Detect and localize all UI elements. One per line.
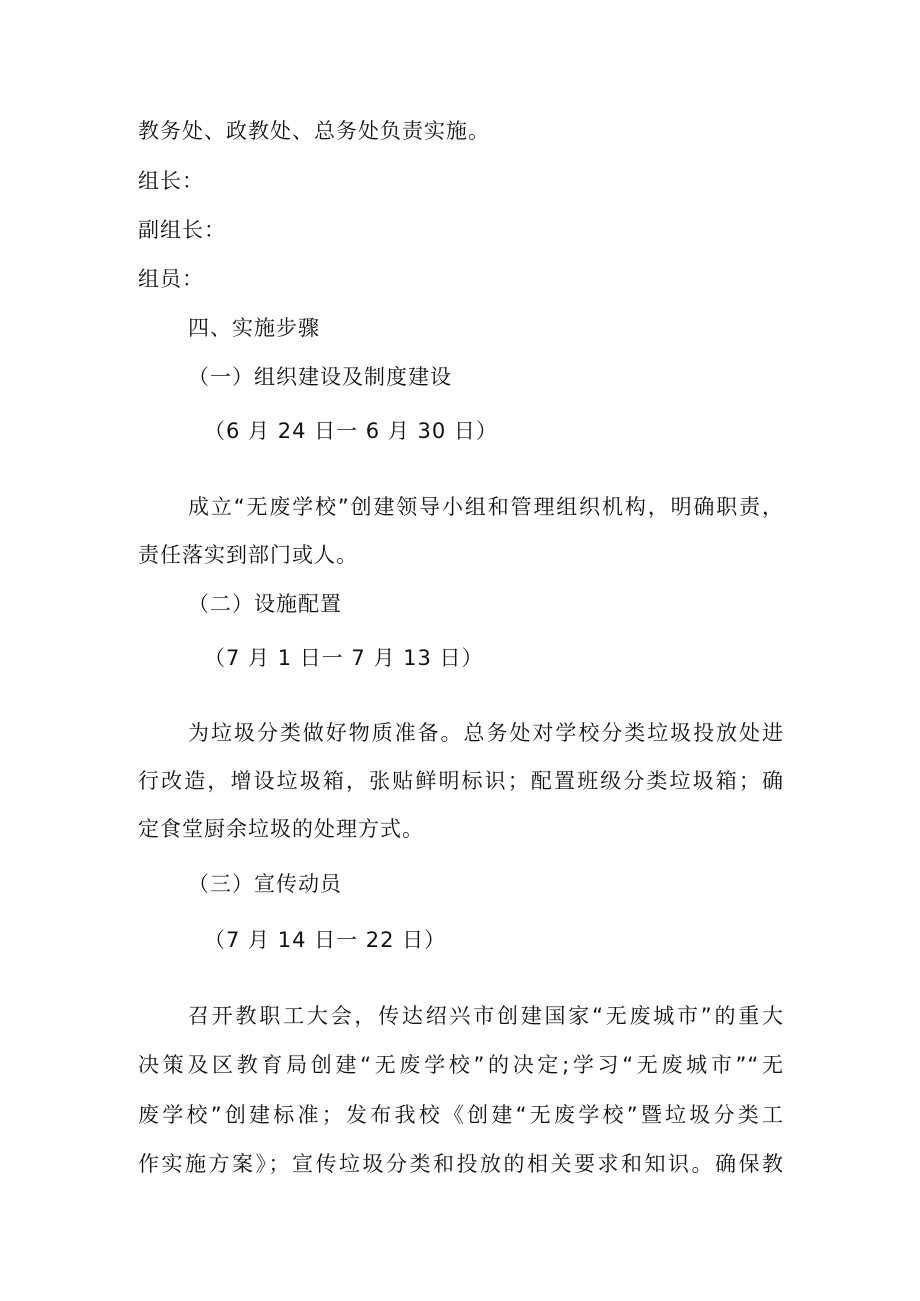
paragraph-publicity-line-4: 作实施方案》；宣传垃圾分类和投放的相关要求和知识。确保教 (138, 1152, 784, 1176)
paragraph-organization-line-2: 责任落实到部门或人。 (138, 543, 358, 567)
paragraph-publicity-line-3: 废学校”创建标准；发布我校《创建“无废学校”暨垃圾分类工 (138, 1103, 784, 1127)
paragraph-organization-line-1: 成立“无废学校”创建领导小组和管理组织机构，明确职责， (188, 495, 784, 519)
subsection-heading-facilities: （二）设施配置 (188, 592, 342, 616)
deputy-group-leader-label: 副组长： (138, 218, 226, 242)
subsection-heading-organization: （一）组织建设及制度建设 (188, 365, 452, 389)
section-heading-implementation-steps: 四、实施步骤 (188, 316, 320, 340)
date-range-publicity: （7 月 14 日一 22 日） (204, 928, 447, 952)
subsection-heading-publicity: （三）宣传动员 (188, 872, 342, 896)
paragraph-publicity-line-2: 决策及区教育局创建“无废学校”的决定;学习“无废城市”“无 (138, 1053, 784, 1077)
paragraph-facilities-line-1: 为垃圾分类做好物质准备。总务处对学校分类垃圾投放处进 (188, 721, 784, 745)
group-leader-label: 组长： (138, 169, 204, 193)
paragraph-facilities-line-3: 定食堂厨余垃圾的处理方式。 (138, 817, 424, 841)
paragraph-publicity-line-1: 召开教职工大会，传达绍兴市创建国家“无废城市”的重大 (188, 1004, 784, 1028)
date-range-facilities: （7 月 1 日一 7 月 13 日） (204, 646, 484, 670)
group-members-label: 组员： (138, 267, 204, 291)
date-range-organization: （6 月 24 日一 6 月 30 日） (204, 419, 498, 443)
paragraph-facilities-line-2: 行改造，增设垃圾箱，张贴鲜明标识；配置班级分类垃圾箱；确 (138, 769, 784, 793)
paragraph-implementation-departments: 教务处、政教处、总务处负责实施。 (138, 119, 490, 143)
